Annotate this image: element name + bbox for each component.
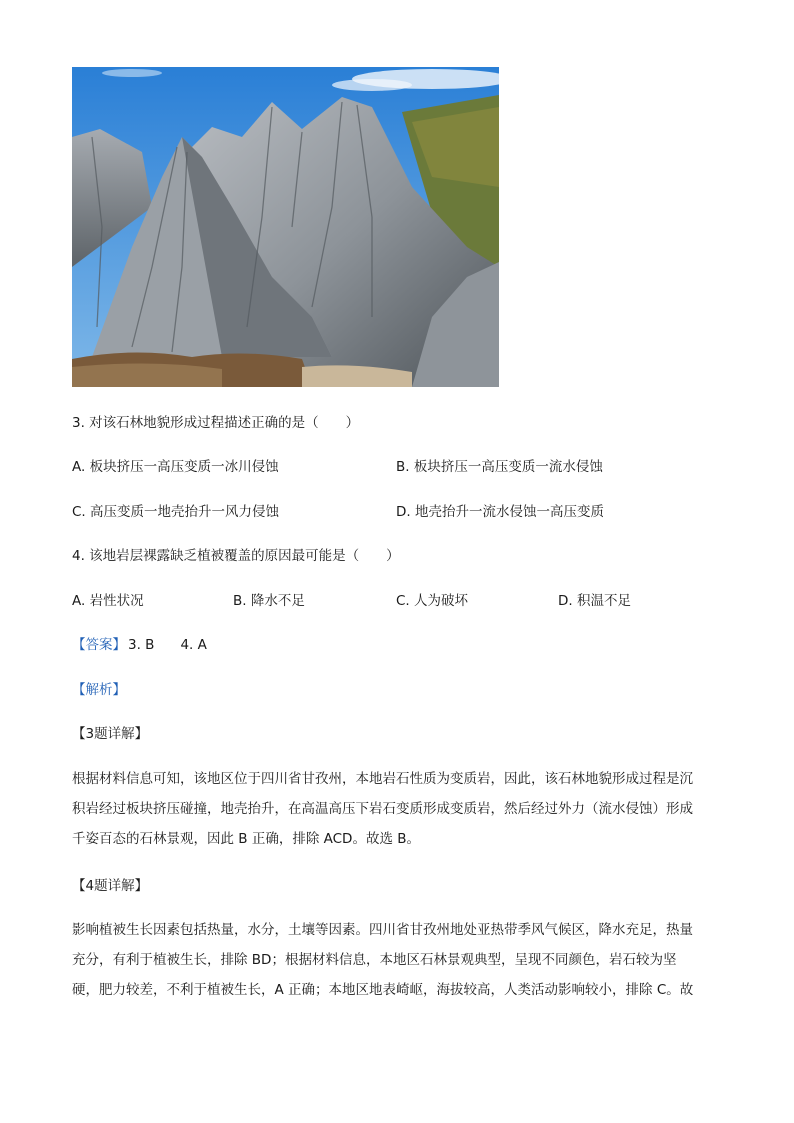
answer-line	[72, 635, 207, 655]
q4-detail-text	[72, 915, 722, 1005]
q4-option-a: A. 岩性状况	[72, 593, 144, 609]
question-3-stem: 3. 对该石林地貌形成过程描述正确的是（ ）	[72, 415, 360, 431]
question-4-stem: 4. 该地岩层裸露缺乏植被覆盖的原因最可能是（ ）	[72, 548, 400, 564]
q4-option-c: C. 人为破坏	[396, 593, 469, 609]
q3-option-d: D. 地壳抬升一流水侵蚀一高压变质	[396, 504, 604, 520]
q3-detail-line: 根据材料信息可知，该地区位于四川省甘孜州，本地岩石性质为变质岩，因此，该石林地貌形成过程是沉	[72, 771, 693, 787]
q4-detail-heading: 【4题详解】	[72, 878, 149, 894]
q4-option-b: B. 降水不足	[233, 593, 305, 609]
analysis-label: 【解析】	[72, 682, 126, 698]
q3-detail-heading: 【3题详解】	[72, 726, 149, 742]
q4-detail-line: 影响植被生长因素包括热量，水分，土壤等因素。四川省甘孜州地处亚热带季风气候区，降水充足，热量	[72, 922, 693, 938]
q3-option-a: A. 板块挤压一高压变质一冰川侵蚀	[72, 459, 279, 475]
q3-detail-line: 千姿百态的石林景观，因此 B 正确，排除 ACD。故选 B。	[72, 831, 421, 847]
q3-option-b: B. 板块挤压一高压变质一流水侵蚀	[396, 459, 603, 475]
stone-forest-photo	[72, 67, 499, 387]
q3-option-c: C. 高压变质一地壳抬升一风力侵蚀	[72, 504, 280, 520]
q4-detail-line: 充分，有利于植被生长，排除 BD；根据材料信息，本地区石林景观典型，呈现不同颜色，岩石较为坚	[72, 952, 677, 968]
q4-detail-line: 硬，肥力较差，不利于植被生长，A 正确；本地区地表崎岖，海拔较高，人类活动影响较小，排除 C。故	[72, 982, 694, 998]
answer-label: 【答案】	[72, 637, 126, 653]
q3-detail-text	[72, 764, 722, 854]
answer-4: 4. A	[180, 637, 207, 653]
answer-3: 3. B	[128, 637, 155, 653]
q3-detail-line: 积岩经过板块挤压碰撞，地壳抬升，在高温高压下岩石变质形成变质岩，然后经过外力（流水侵蚀）形成	[72, 801, 693, 817]
q4-option-d: D. 积温不足	[558, 593, 631, 609]
